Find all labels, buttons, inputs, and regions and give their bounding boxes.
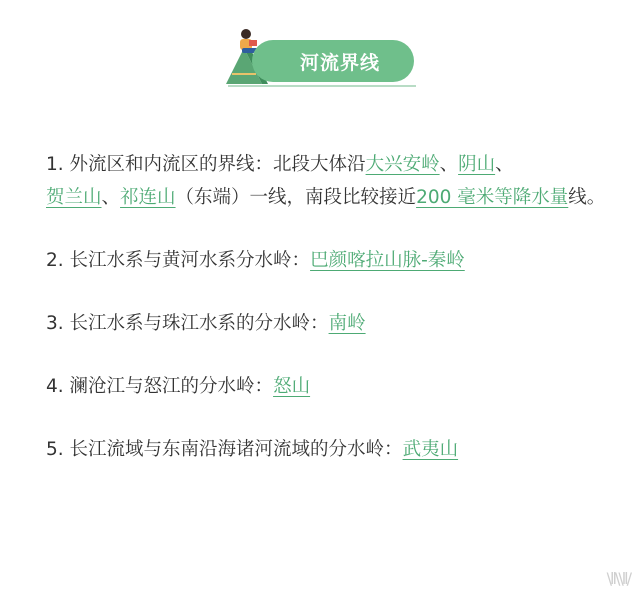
item-text: 外流区和内流区的界线：北段大体沿 <box>69 154 366 175</box>
list-item-2 <box>46 244 606 277</box>
item-text: 、 <box>439 154 459 175</box>
title-underline <box>228 85 416 87</box>
section-header <box>222 26 422 92</box>
item-text: 长江水系与珠江水系的分水岭： <box>69 313 329 334</box>
list-item-1 <box>46 148 606 214</box>
highlight-da-xing-an-ling: 大兴安岭 <box>365 154 440 175</box>
watermark: \ll\\ll/ <box>606 569 630 588</box>
boundary-list <box>46 148 606 496</box>
list-item-4 <box>46 370 606 403</box>
list-item-3 <box>46 307 606 340</box>
item-text: 线。 <box>568 187 606 208</box>
highlight-nu-shan: 怒山 <box>273 376 311 397</box>
highlight-wuyi-shan: 武夷山 <box>402 439 459 460</box>
item-text: 长江水系与黄河水系分水岭： <box>69 250 311 271</box>
item-text: 长江流域与东南沿海诸河流域的分水岭： <box>69 439 403 460</box>
item-number: 5. <box>46 439 64 460</box>
item-number: 4. <box>46 376 64 397</box>
highlight-qilian-shan: 祁连山 <box>120 187 176 208</box>
item-text: （东端）一线，南段比较接近 <box>175 187 417 208</box>
item-number: 1. <box>46 154 64 175</box>
list-item-5 <box>46 433 606 466</box>
highlight-nanling: 南岭 <box>328 313 366 334</box>
section-title: 河流界线 <box>252 40 414 82</box>
highlight-precipitation-line: 200 毫米等降水量 <box>416 187 569 208</box>
highlight-bayan-har-qinling: 巴颜喀拉山脉-秦岭 <box>310 250 465 271</box>
item-text: 、 <box>495 154 514 175</box>
item-number: 3. <box>46 313 64 334</box>
highlight-helan-shan: 贺兰山 <box>46 187 102 208</box>
item-text: 、 <box>101 187 121 208</box>
item-number: 2. <box>46 250 64 271</box>
item-text: 澜沧江与怒江的分水岭： <box>69 376 274 397</box>
highlight-yin-shan: 阴山 <box>458 154 496 175</box>
